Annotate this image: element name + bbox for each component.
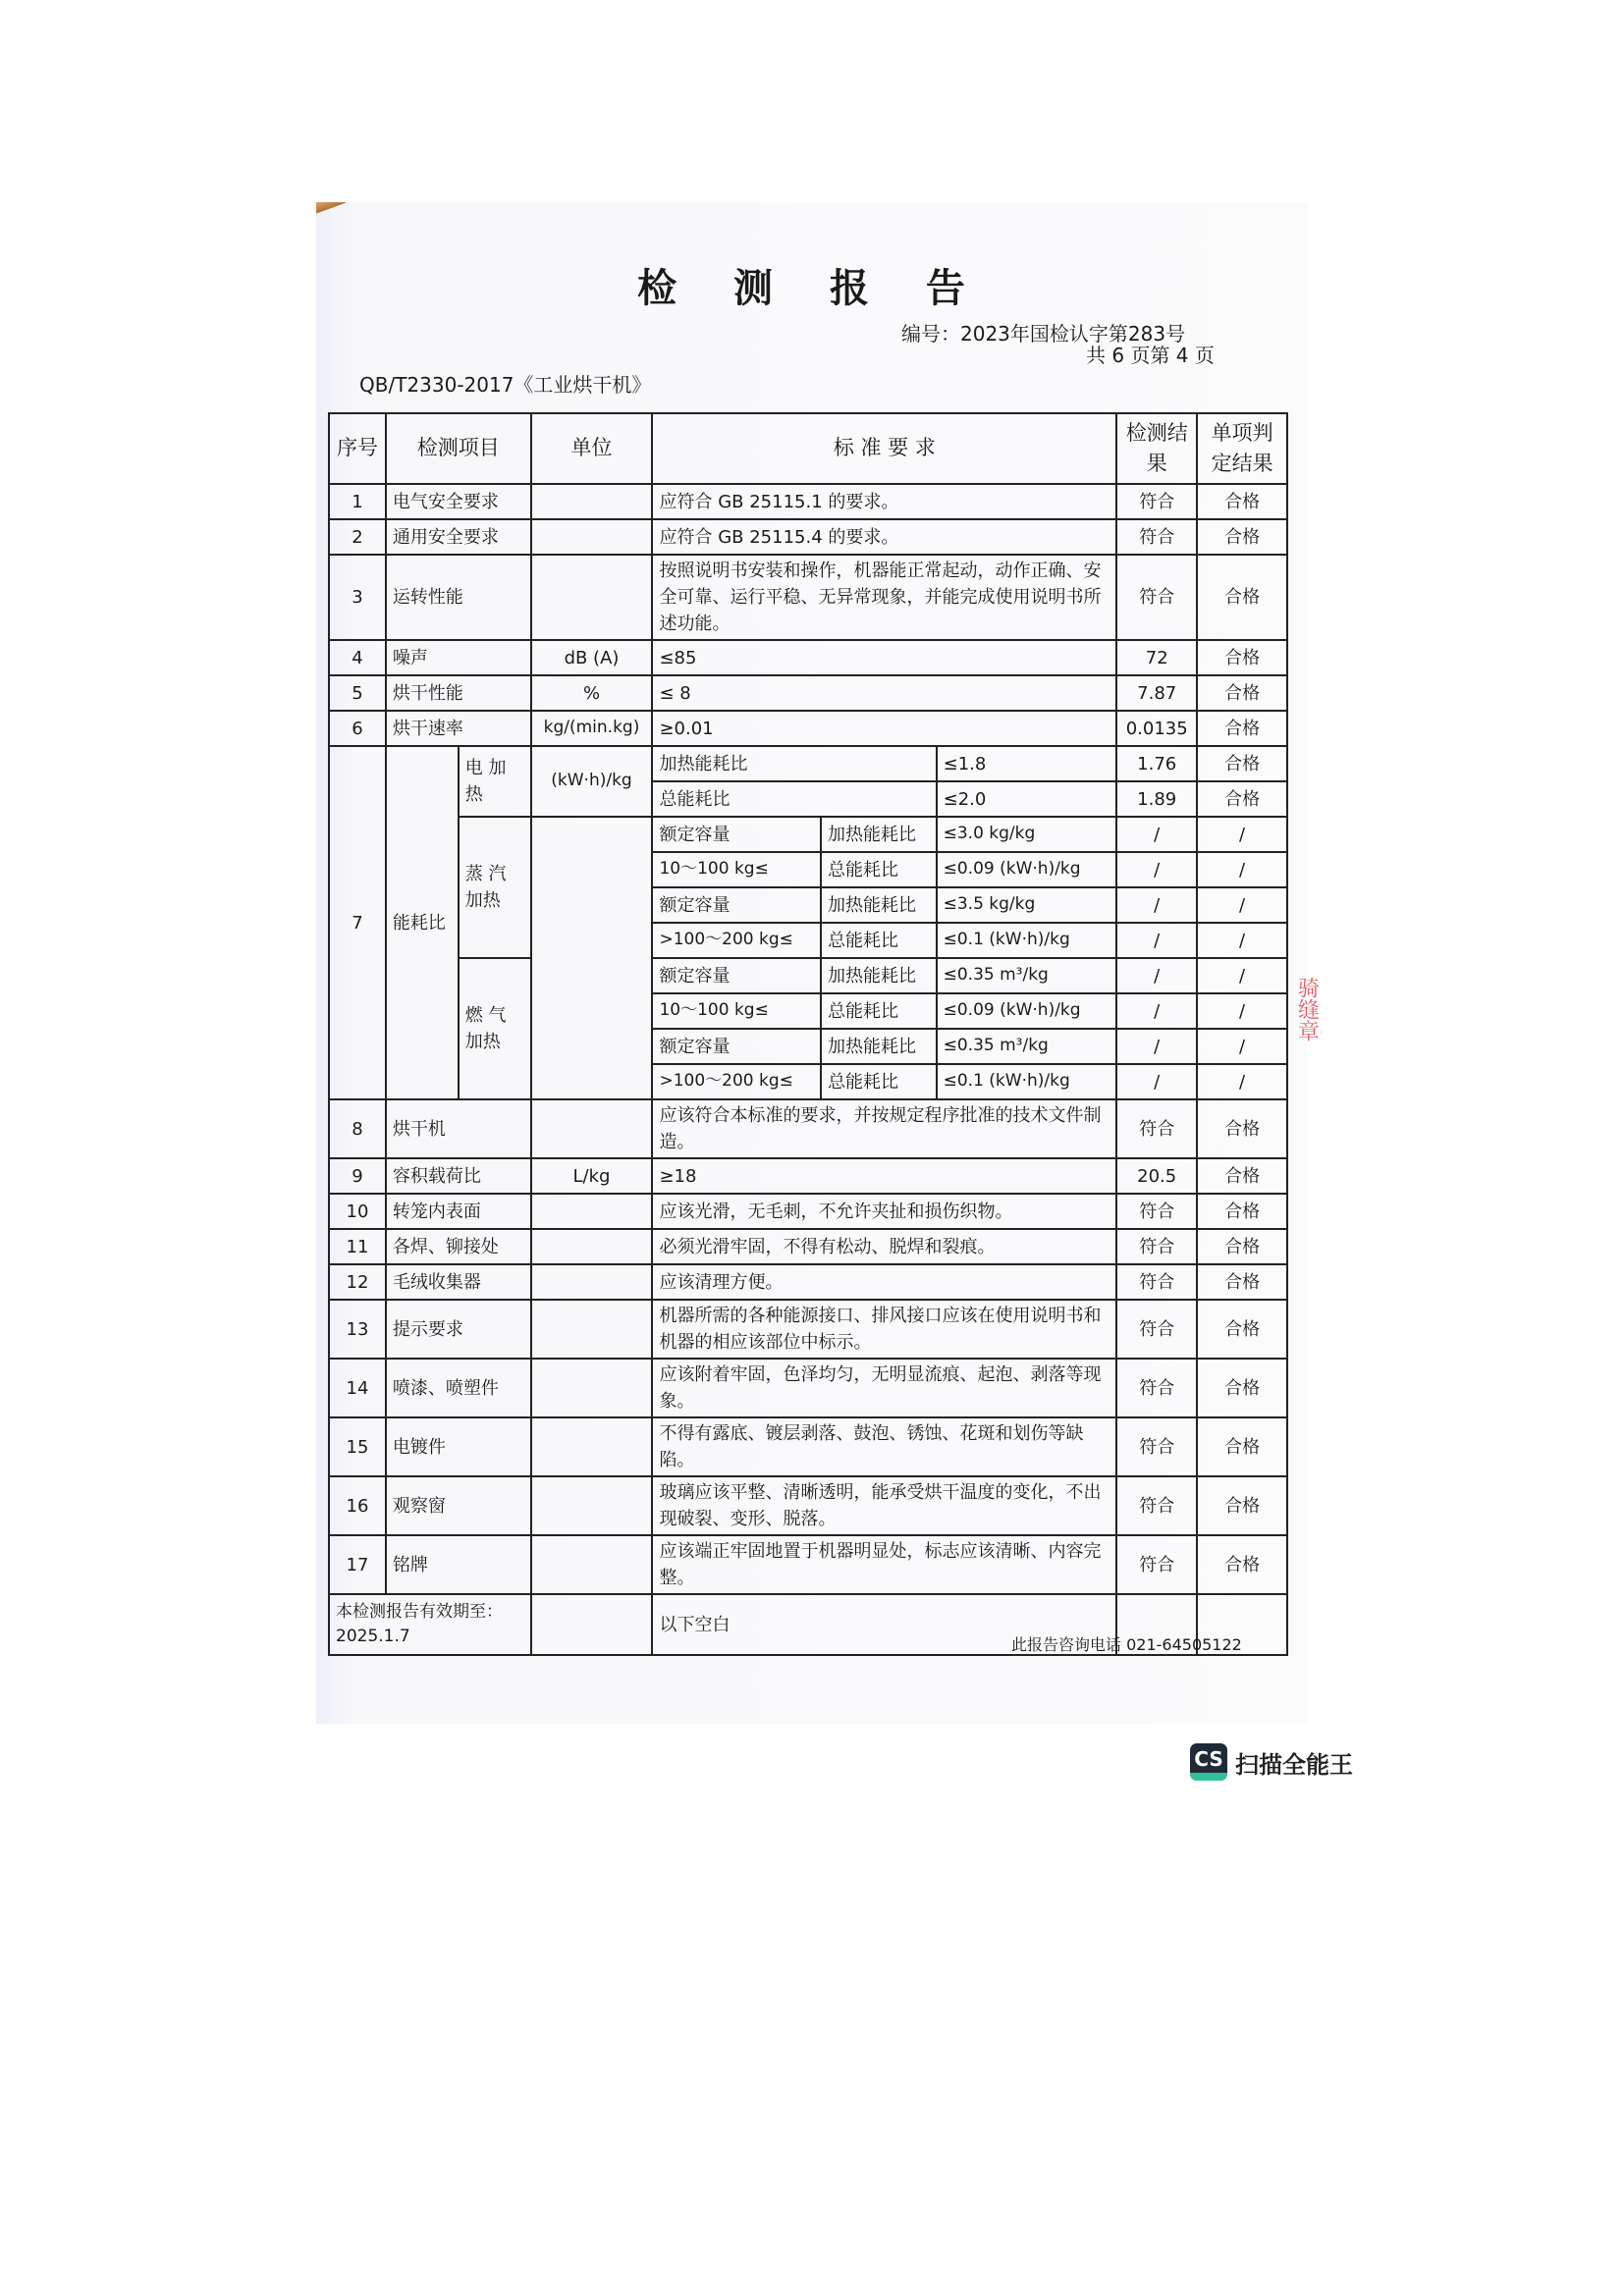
row-no: 10: [329, 1194, 386, 1229]
row-result: 72: [1116, 640, 1197, 675]
capacity-range: 10～100 kg≤: [652, 852, 821, 887]
row-requirement: ≥18: [652, 1158, 1116, 1194]
row-verdict: 合格: [1197, 1099, 1287, 1158]
table-row: [329, 1359, 1287, 1417]
line-name: 总能耗比: [821, 1064, 937, 1099]
row-unit: [531, 1229, 653, 1264]
row-item: 毛绒收集器: [386, 1264, 531, 1300]
row-unit: [531, 1099, 653, 1158]
row-unit: [531, 1359, 653, 1417]
row-unit: [531, 519, 653, 555]
row-requirement: 应该符合本标准的要求，并按规定程序批准的技术文件制造。: [652, 1099, 1116, 1158]
row-verdict: /: [1197, 817, 1287, 852]
standard-reference: QB/T2330-2017《工业烘干机》: [359, 373, 652, 397]
row-no: 12: [329, 1264, 386, 1300]
row-item: 铭牌: [386, 1535, 531, 1594]
line-name: 加热能耗比: [821, 817, 937, 852]
line-name: 加热能耗比: [821, 887, 937, 923]
table-row: [329, 1535, 1287, 1594]
row-result: 符合: [1116, 1417, 1197, 1476]
row-requirement: 应该附着牢固，色泽均匀，无明显流痕、起泡、剥落等现象。: [652, 1359, 1116, 1417]
blank-note: 以下空白: [652, 1594, 1116, 1655]
camscanner-watermark: [1190, 1743, 1353, 1781]
row-no: 15: [329, 1417, 386, 1476]
capacity-range: >100～200 kg≤: [652, 923, 821, 958]
row-item: 烘干性能: [386, 675, 531, 711]
row-no: 9: [329, 1158, 386, 1194]
line-limit: ≤3.5 kg/kg: [937, 887, 1117, 923]
row-result: 符合: [1116, 484, 1197, 519]
row-item: 电气安全要求: [386, 484, 531, 519]
row-verdict: 合格: [1197, 711, 1287, 746]
table-row: [329, 484, 1287, 519]
row-requirement: ≤ 8: [652, 675, 1116, 711]
row-result: 1.76: [1116, 746, 1197, 781]
row-result: /: [1116, 887, 1197, 923]
row-result: 20.5: [1116, 1158, 1197, 1194]
line-limit: ≤0.09 (kW·h)/kg: [937, 993, 1117, 1029]
row-verdict: 合格: [1197, 1229, 1287, 1264]
row-verdict: 合格: [1197, 1535, 1287, 1594]
table-header-row: [329, 413, 1287, 484]
row-verdict: 合格: [1197, 1264, 1287, 1300]
row-verdict: 合格: [1197, 484, 1287, 519]
row-item: 烘干速率: [386, 711, 531, 746]
row-item: 电镀件: [386, 1417, 531, 1476]
row-item: 转笼内表面: [386, 1194, 531, 1229]
table-row: [329, 1194, 1287, 1229]
header-verdict: 单项判定结果: [1197, 413, 1287, 484]
row-requirement: 应该端正牢固地置于机器明显处，标志应该清晰、内容完整。: [652, 1535, 1116, 1594]
row-result: 1.89: [1116, 781, 1197, 817]
row-item: 观察窗: [386, 1476, 531, 1535]
row-verdict: 合格: [1197, 1359, 1287, 1417]
row-item: 能耗比: [386, 746, 459, 1099]
row-unit: [531, 1476, 653, 1535]
document-title: 检 测 报 告: [637, 266, 987, 311]
steam-gas-unit: [531, 817, 653, 1099]
row-verdict: 合格: [1197, 1158, 1287, 1194]
line-name: 加热能耗比: [821, 958, 937, 993]
electric-line-name: 加热能耗比: [652, 746, 936, 781]
table-row: [329, 519, 1287, 555]
row-requirement: 应该清理方便。: [652, 1264, 1116, 1300]
row-unit: [531, 1535, 653, 1594]
row-item: 烘干机: [386, 1099, 531, 1158]
row-item: 噪声: [386, 640, 531, 675]
capacity-range: 10～100 kg≤: [652, 993, 821, 1029]
row-requirement: ≥0.01: [652, 711, 1116, 746]
row-no: 17: [329, 1535, 386, 1594]
row-result: 符合: [1116, 555, 1197, 640]
row-no: 6: [329, 711, 386, 746]
line-limit: ≤0.09 (kW·h)/kg: [937, 852, 1117, 887]
line-limit: ≤0.1 (kW·h)/kg: [937, 923, 1117, 958]
table-row: [329, 1476, 1287, 1535]
row-result: 符合: [1116, 1476, 1197, 1535]
capacity-label: 额定容量: [652, 1029, 821, 1064]
row-item: 容积载荷比: [386, 1158, 531, 1194]
header-item: 检测项目: [386, 413, 531, 484]
energy-row-electric-1: [329, 746, 1287, 781]
row-unit: L/kg: [531, 1158, 653, 1194]
line-limit: ≤0.1 (kW·h)/kg: [937, 1064, 1117, 1099]
row-no: 1: [329, 484, 386, 519]
row-unit: [531, 1194, 653, 1229]
row-result: 符合: [1116, 1194, 1197, 1229]
row-requirement: 应该光滑，无毛刺，不允许夹扯和损伤织物。: [652, 1194, 1116, 1229]
row-verdict: /: [1197, 1064, 1287, 1099]
validity-text: 本检测报告有效期至：2025.1.7: [329, 1594, 531, 1655]
row-result: 7.87: [1116, 675, 1197, 711]
steam-heating-label: 蒸 汽 加热: [459, 817, 531, 958]
seal-stamp-text: 骑缝章: [1294, 977, 1320, 1041]
row-result: /: [1116, 817, 1197, 852]
header-result: 检测结果: [1116, 413, 1197, 484]
row-unit: [531, 484, 653, 519]
seal-stamp-fragment: [1288, 977, 1318, 1193]
row-requirement: 机器所需的各种能源接口、排风接口应该在使用说明书和机器的相应该部位中标示。: [652, 1300, 1116, 1359]
row-unit: dB (A): [531, 640, 653, 675]
row-verdict: /: [1197, 993, 1287, 1029]
row-verdict: 合格: [1197, 675, 1287, 711]
row-no: 13: [329, 1300, 386, 1359]
camscanner-logo-icon: CS: [1190, 1743, 1227, 1781]
capacity-label: 额定容量: [652, 887, 821, 923]
header-requirement: 标 准 要 求: [652, 413, 1116, 484]
report-number: 编号：2023年国检认字第283号: [901, 322, 1186, 346]
line-limit: ≤0.35 m³/kg: [937, 1029, 1117, 1064]
row-verdict: /: [1197, 1029, 1287, 1064]
table-row: [329, 711, 1287, 746]
electric-unit: (kW·h)/kg: [531, 746, 653, 817]
row-unit: %: [531, 675, 653, 711]
header-unit: 单位: [531, 413, 653, 484]
line-name: 总能耗比: [821, 852, 937, 887]
row-result: 符合: [1116, 519, 1197, 555]
row-requirement: ≤85: [652, 640, 1116, 675]
row-requirement: 必须光滑牢固，不得有松动、脱焊和裂痕。: [652, 1229, 1116, 1264]
capacity-label: 额定容量: [652, 817, 821, 852]
line-limit: ≤3.0 kg/kg: [937, 817, 1117, 852]
row-item: 各焊、铆接处: [386, 1229, 531, 1264]
row-verdict: 合格: [1197, 1417, 1287, 1476]
row-no: 5: [329, 675, 386, 711]
capacity-label: 额定容量: [652, 958, 821, 993]
line-limit: ≤0.35 m³/kg: [937, 958, 1117, 993]
row-requirement: 应符合 GB 25115.1 的要求。: [652, 484, 1116, 519]
electric-line-limit: ≤1.8: [937, 746, 1117, 781]
row-verdict: /: [1197, 852, 1287, 887]
row-item: 喷漆、喷塑件: [386, 1359, 531, 1417]
row-result: /: [1116, 923, 1197, 958]
row-no: 16: [329, 1476, 386, 1535]
row-no: 3: [329, 555, 386, 640]
line-name: 加热能耗比: [821, 1029, 937, 1064]
row-result: /: [1116, 852, 1197, 887]
row-result: /: [1116, 958, 1197, 993]
electric-line-name: 总能耗比: [652, 781, 936, 817]
camscanner-label: 扫描全能王: [1235, 1750, 1353, 1779]
row-no: 11: [329, 1229, 386, 1264]
row-result: /: [1116, 1029, 1197, 1064]
table-row: [329, 675, 1287, 711]
page-info: 共 6 页第 4 页: [1086, 344, 1215, 367]
paper-corner: [316, 202, 346, 214]
table-row: [329, 1158, 1287, 1194]
table-row: [329, 1417, 1287, 1476]
row-verdict: 合格: [1197, 555, 1287, 640]
validity-empty: [531, 1594, 653, 1655]
energy-row-gas: [329, 958, 1287, 993]
row-result: /: [1116, 993, 1197, 1029]
row-no: 7: [329, 746, 386, 1099]
row-requirement: 玻璃应该平整、清晰透明，能承受烘干温度的变化，不出现破裂、变形、脱落。: [652, 1476, 1116, 1535]
row-verdict: 合格: [1197, 1300, 1287, 1359]
row-requirement: 按照说明书安装和操作，机器能正常起动，动作正确、安全可靠、运行平稳、无异常现象，并能完成使用说明书所述功能。: [652, 555, 1116, 640]
row-unit: [531, 1264, 653, 1300]
row-verdict: 合格: [1197, 1476, 1287, 1535]
row-unit: [531, 1417, 653, 1476]
row-result: 符合: [1116, 1535, 1197, 1594]
row-item: 提示要求: [386, 1300, 531, 1359]
row-result: 0.0135: [1116, 711, 1197, 746]
line-name: 总能耗比: [821, 993, 937, 1029]
row-verdict: /: [1197, 887, 1287, 923]
gas-heating-label: 燃 气 加热: [459, 958, 531, 1099]
table-row: [329, 555, 1287, 640]
row-verdict: 合格: [1197, 746, 1287, 781]
row-verdict: 合格: [1197, 519, 1287, 555]
row-unit: [531, 555, 653, 640]
row-verdict: /: [1197, 923, 1287, 958]
capacity-range: >100～200 kg≤: [652, 1064, 821, 1099]
table-row: [329, 1264, 1287, 1300]
row-unit: kg/(min.kg): [531, 711, 653, 746]
electric-heating-label: 电 加 热: [459, 746, 531, 817]
consult-phone: 此报告咨询电话 021-64505122: [1011, 1635, 1242, 1654]
row-unit: [531, 1300, 653, 1359]
row-verdict: 合格: [1197, 781, 1287, 817]
row-result: 符合: [1116, 1229, 1197, 1264]
table-row: [329, 1229, 1287, 1264]
row-result: 符合: [1116, 1264, 1197, 1300]
row-result: 符合: [1116, 1099, 1197, 1158]
row-item: 通用安全要求: [386, 519, 531, 555]
row-verdict: 合格: [1197, 1194, 1287, 1229]
row-item: 运转性能: [386, 555, 531, 640]
row-no: 2: [329, 519, 386, 555]
row-no: 4: [329, 640, 386, 675]
row-verdict: /: [1197, 958, 1287, 993]
table-row: [329, 1300, 1287, 1359]
header-no: 序号: [329, 413, 386, 484]
row-no: 8: [329, 1099, 386, 1158]
row-result: 符合: [1116, 1359, 1197, 1417]
energy-row-steam: [329, 817, 1287, 852]
line-name: 总能耗比: [821, 923, 937, 958]
test-report-table: [328, 412, 1288, 1656]
table-row: [329, 1099, 1287, 1158]
row-requirement: 不得有露底、镀层剥落、鼓泡、锈蚀、花斑和划伤等缺陷。: [652, 1417, 1116, 1476]
row-result: /: [1116, 1064, 1197, 1099]
row-result: 符合: [1116, 1300, 1197, 1359]
row-requirement: 应符合 GB 25115.4 的要求。: [652, 519, 1116, 555]
table-row: [329, 640, 1287, 675]
row-verdict: 合格: [1197, 640, 1287, 675]
electric-line-limit: ≤2.0: [937, 781, 1117, 817]
row-no: 14: [329, 1359, 386, 1417]
